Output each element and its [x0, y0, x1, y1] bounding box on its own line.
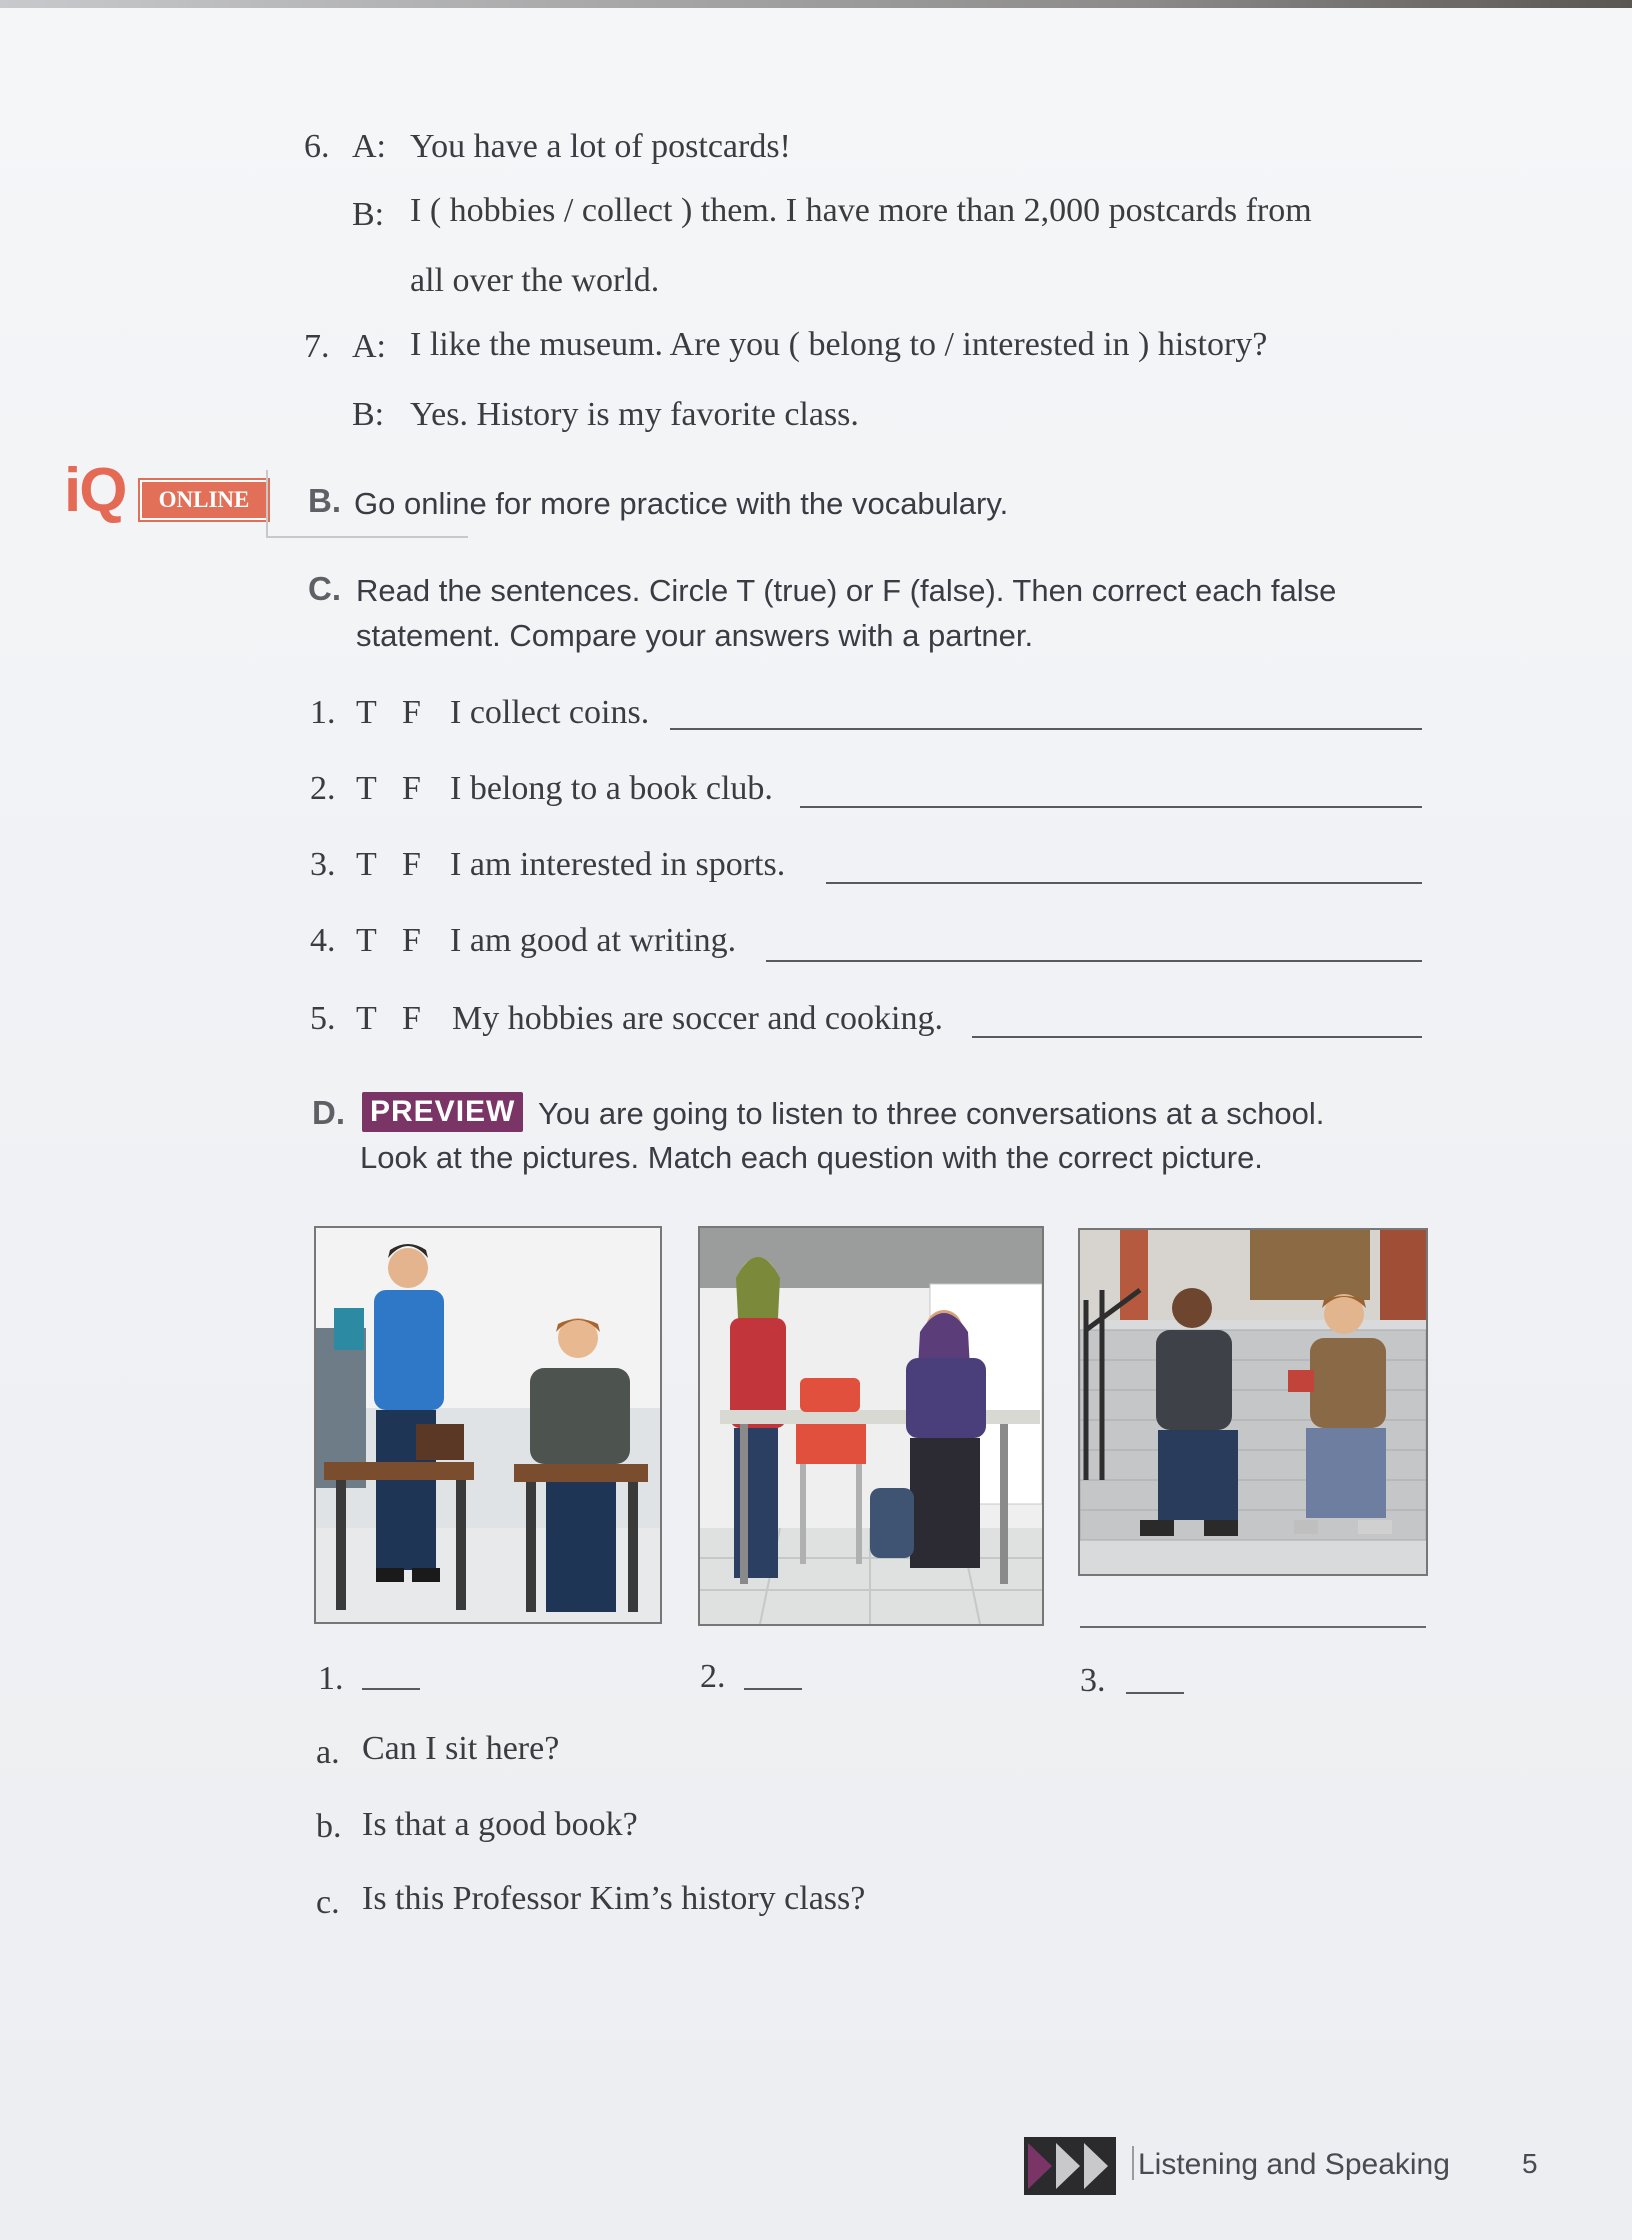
c-item-5-true[interactable]: T: [356, 1000, 377, 1037]
picture-2-table-scene: [698, 1226, 1044, 1626]
c-item-1-answer-line[interactable]: [670, 728, 1422, 730]
item-6-a-label: A:: [352, 128, 386, 165]
exercise-d-instruction-line2: Look at the pictures. Match each question with the correct picture.: [360, 1140, 1263, 1175]
item-6-number: 6.: [304, 128, 330, 165]
c-item-4-answer-line[interactable]: [766, 960, 1422, 962]
exercise-d-letter: D.: [312, 1094, 345, 1131]
item-7-b-label: B:: [352, 396, 385, 433]
exercise-b-instruction: Go online for more practice with the vocabulary.: [354, 486, 1009, 521]
exercise-b-letter: B.: [308, 482, 341, 519]
exercise-c-instruction-line2: statement. Compare your answers with a partner.: [356, 618, 1034, 653]
c-item-2-text: I belong to a book club.: [450, 770, 773, 807]
picture-3-answer-blank[interactable]: [1126, 1692, 1184, 1694]
c-item-1-true[interactable]: T: [356, 694, 377, 731]
item-7-b-text: Yes. History is my favorite class.: [410, 396, 859, 433]
question-b-letter: b.: [316, 1808, 342, 1845]
item-6-b-text-line2: all over the world.: [410, 262, 660, 299]
picture-3-label: 3.: [1080, 1662, 1106, 1699]
item-7-number: 7.: [304, 328, 330, 365]
online-rule-vertical: [266, 470, 268, 538]
c-item-3-false[interactable]: F: [402, 846, 421, 883]
question-a-letter: a.: [316, 1734, 340, 1771]
exercise-d-instruction-line1: You are going to listen to three conversations at a school.: [538, 1096, 1325, 1131]
c-item-4-text: I am good at writing.: [450, 922, 737, 959]
c-item-5-text: My hobbies are soccer and cooking.: [452, 1000, 943, 1037]
page-top-edge: [0, 0, 1632, 8]
footer-divider: [1132, 2146, 1134, 2180]
c-item-3-answer-line[interactable]: [826, 882, 1422, 884]
item-6-b-text-line1: I ( hobbies / collect ) them. I have more than 2,000 postcards from: [410, 192, 1312, 229]
c-item-5-answer-line[interactable]: [972, 1036, 1422, 1038]
item-6-a-text: You have a lot of postcards!: [410, 128, 791, 165]
item-7-a-text: I like the museum. Are you ( belong to / interested in ) history?: [410, 326, 1268, 363]
question-b-text: Is that a good book?: [362, 1806, 638, 1843]
c-item-4-true[interactable]: T: [356, 922, 377, 959]
exercise-c-letter: C.: [308, 570, 341, 607]
online-badge[interactable]: ONLINE: [140, 480, 268, 520]
c-item-1-number: 1.: [310, 694, 336, 731]
c-item-2-answer-line[interactable]: [800, 806, 1422, 808]
c-item-3-number: 3.: [310, 846, 336, 883]
c-item-2-false[interactable]: F: [402, 770, 421, 807]
c-item-4-false[interactable]: F: [402, 922, 421, 959]
c-item-1-false[interactable]: F: [402, 694, 421, 731]
c-item-4-number: 4.: [310, 922, 336, 959]
footer-book-title: Listening and Speaking: [1138, 2148, 1450, 2181]
preview-tag: [362, 1092, 523, 1132]
iq-logo: iQ: [64, 456, 126, 525]
c-item-5-false[interactable]: F: [402, 1000, 421, 1037]
picture-2-label: 2.: [700, 1658, 726, 1695]
item-6-b-label: B:: [352, 196, 385, 233]
picture-2-illustration: [700, 1228, 1042, 1624]
page-number: 5: [1522, 2148, 1538, 2179]
question-c-letter: c.: [316, 1884, 340, 1921]
c-item-2-true[interactable]: T: [356, 770, 377, 807]
preview-tag-label: PREVIEW: [362, 1092, 523, 1132]
picture-1-label: 1.: [318, 1660, 344, 1697]
c-item-3-text: I am interested in sports.: [450, 846, 786, 883]
online-rule-horizontal: [268, 536, 468, 538]
c-item-2-number: 2.: [310, 770, 336, 807]
item-7-a-label: A:: [352, 328, 386, 365]
question-c-text: Is this Professor Kim’s history class?: [362, 1880, 866, 1917]
picture-3-stairs-scene: [1078, 1228, 1428, 1576]
picture-1-classroom: [314, 1226, 662, 1624]
picture-1-illustration: [316, 1228, 660, 1622]
question-a-text: Can I sit here?: [362, 1730, 560, 1767]
picture-3-base-line: [1080, 1626, 1426, 1628]
c-item-5-number: 5.: [310, 1000, 336, 1037]
picture-1-answer-blank[interactable]: [362, 1688, 420, 1690]
exercise-c-instruction-line1: Read the sentences. Circle T (true) or F (false). Then correct each false: [356, 573, 1337, 608]
footer-arrows-icon: [1024, 2137, 1116, 2200]
picture-2-answer-blank[interactable]: [744, 1688, 802, 1690]
picture-3-illustration: [1080, 1230, 1426, 1574]
footer-arrows-svg: [1024, 2137, 1116, 2195]
c-item-1-text: I collect coins.: [450, 694, 650, 731]
c-item-3-true[interactable]: T: [356, 846, 377, 883]
